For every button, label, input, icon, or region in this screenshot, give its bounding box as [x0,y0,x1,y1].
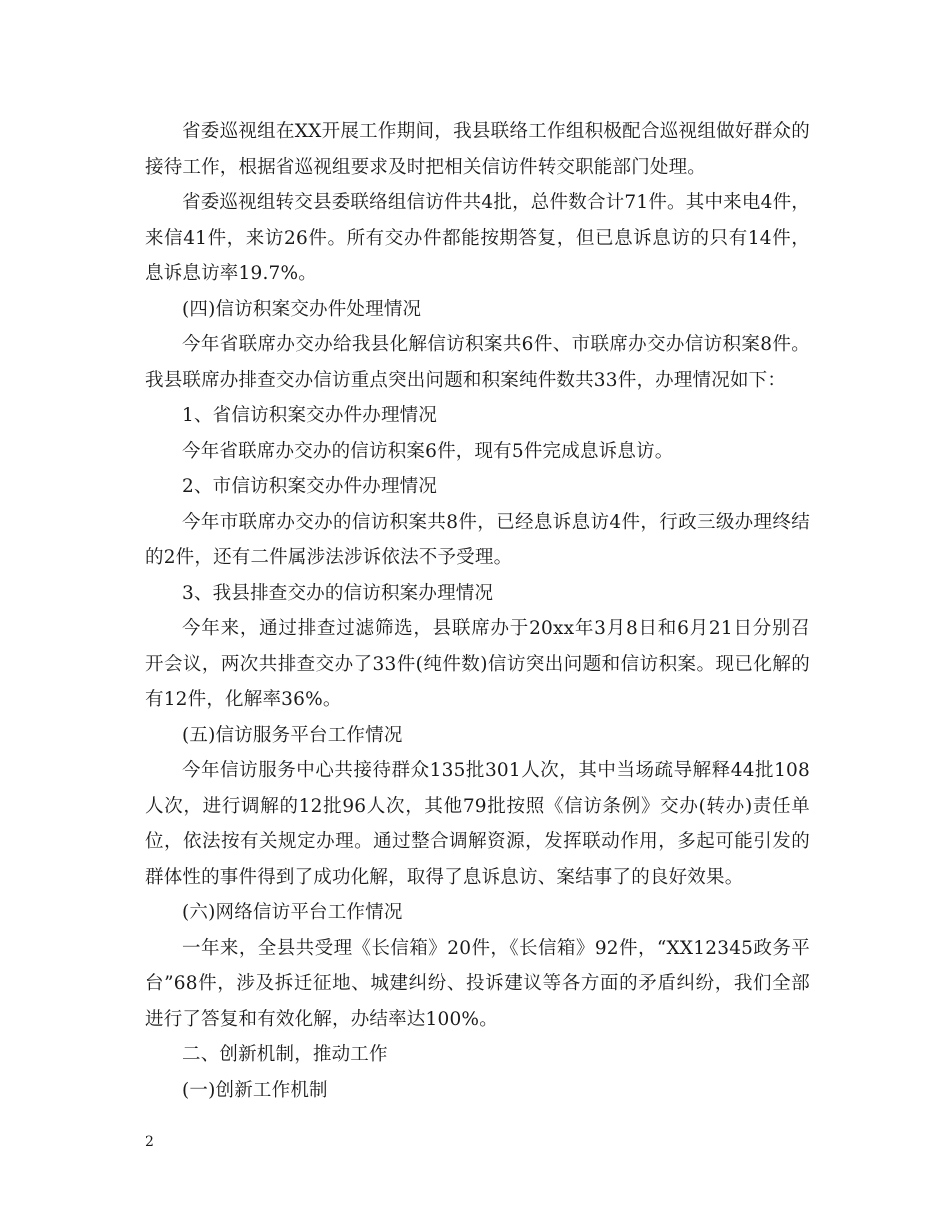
page-number: 2 [145,1134,154,1150]
paragraph: 今年省联席办交办的信访积案6件，现有5件完成息诉息访。 [182,440,674,462]
section-heading: (五)信访服务平台工作情况 [182,724,403,746]
chapter-heading: 二、创新机制，推动工作 [182,1044,388,1065]
document-body [145,114,810,1108]
subsection-heading: 1、省信访积案交办件办理情况 [182,405,438,426]
paragraph: 省委巡视组转交县委联络组信访件共4批，总件数合计71件。其中来电4件，来信41件，来访26件。所有交办件都能按期答复，但已息诉息访的只有14件，息诉息访率19.7%。 [145,192,810,284]
section-heading: (六)网络信访平台工作情况 [182,902,403,923]
paragraph: 一年来，全县共受理《长信箱》20件，《长信箱》92件，“XX12345政务平台”68件，涉及拆迁征地、城建纠纷、投诉建议等各方面的矛盾纠纷，我们全部进行了答复和有效化解，办结率达100%。 [145,937,810,1030]
section-heading: (四)信访积案交办件处理情况 [182,298,422,320]
paragraph: 今年省联席办交办给我县化解信访积案共6件、市联席办交办信访积案8件。我县联席办排查交办信访重点突出问题和积案纯件数共33件，办理情况如下： [145,334,810,391]
paragraph: 今年来，通过排查过滤筛选，县联席办于20xx年3月8日和6月21日分别召开会议，两次共排查交办了33件(纯件数)信访突出问题和信访积案。现已化解的有12件，化解率36%。 [145,618,810,710]
paragraph: 今年市联席办交办的信访积案共8件，已经息诉息访4件，行政三级办理终结的2件，还有二件属涉法涉诉依法不予受理。 [145,511,810,568]
subsection-heading: 2、市信访积案交办件办理情况 [182,476,438,497]
paragraph: 省委巡视组在XX开展工作期间，我县联络工作组积极配合巡视组做好群众的接待工作，根据省巡视组要求及时把相关信访件转交职能部门处理。 [145,121,810,178]
paragraph: 今年信访服务中心共接待群众135批301人次，其中当场疏导解释44批108人次，进行调解的12批96人次，其他79批按照《信访条例》交办(转办)责任单位，依法按有关规定办理。通过整合调解资源，发挥联动作用，多起可能引发的群体性的事件得到了成功化解，取得了息诉息访、案结事了的良好效果。 [145,760,810,888]
subsection-heading: 3、我县排查交办的信访积案办理情况 [182,582,494,604]
section-heading: (一)创新工作机制 [182,1079,328,1101]
